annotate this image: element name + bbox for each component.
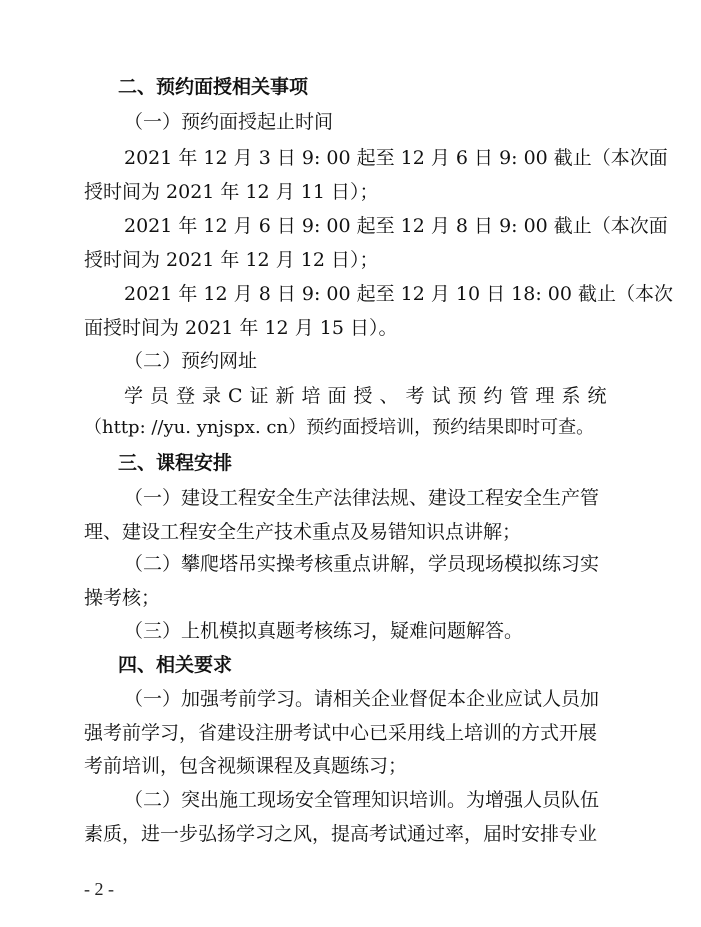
paragraph-line: 2021 年 12 月 3 日 9: 00 起至 12 月 6 日 9: 00 截止（本次面 [124, 147, 668, 169]
paragraph-line: 2021 年 12 月 6 日 9: 00 起至 12 月 8 日 9: 00 截止（本次面 [124, 215, 668, 237]
subheading-time: （一）预约面授起止时间 [124, 111, 334, 133]
paragraph-line: （二）攀爬塔吊实操考核重点讲解，学员现场模拟练习实 [124, 553, 600, 575]
paragraph-line-url: （http: //yu. ynjspx. cn）预约面授培训，预约结果即时可查。 [84, 417, 595, 438]
section-heading-requirements: 四、相关要求 [118, 654, 233, 676]
page-number: - 2 - [84, 879, 114, 899]
paragraph-line: 考前培训，包含视频课程及真题练习； [84, 755, 408, 777]
paragraph-line: 2021 年 12 月 8 日 9: 00 起至 12 月 10 日 18: 00 截止（本次 [124, 283, 673, 305]
section-heading-courses: 三、课程安排 [118, 452, 233, 474]
paragraph-line: 面授时间为 2021 年 12 月 15 日）。 [84, 317, 398, 339]
paragraph-line: 理、建设工程安全生产技术重点及易错知识点讲解； [84, 521, 522, 543]
paragraph-line: 操考核； [84, 587, 161, 609]
paragraph-line: 授时间为 2021 年 12 月 11 日）； [84, 181, 379, 203]
paragraph-line: （一）加强考前学习。请相关企业督促本企业应试人员加 [124, 688, 600, 710]
paragraph-line: 学员登录C证新培面授、考试预约管理系统 [124, 385, 614, 407]
paragraph-line: （三）上机模拟真题考核练习，疑难问题解答。 [124, 620, 524, 642]
paragraph-line: 强考前学习，省建设注册考试中心已采用线上培训的方式开展 [84, 722, 598, 744]
paragraph-line: 授时间为 2021 年 12 月 12 日）； [84, 249, 379, 271]
paragraph-line: （一）建设工程安全生产法律法规、建设工程安全生产管 [124, 487, 600, 509]
section-heading-appointment: 二、预约面授相关事项 [118, 76, 309, 98]
paragraph-line: 素质，进一步弘扬学习之风，提高考试通过率，届时安排专业 [84, 823, 598, 845]
paragraph-line: （二）突出施工现场安全管理知识培训。为增强人员队伍 [124, 789, 600, 811]
subheading-url: （二）预约网址 [124, 350, 258, 372]
